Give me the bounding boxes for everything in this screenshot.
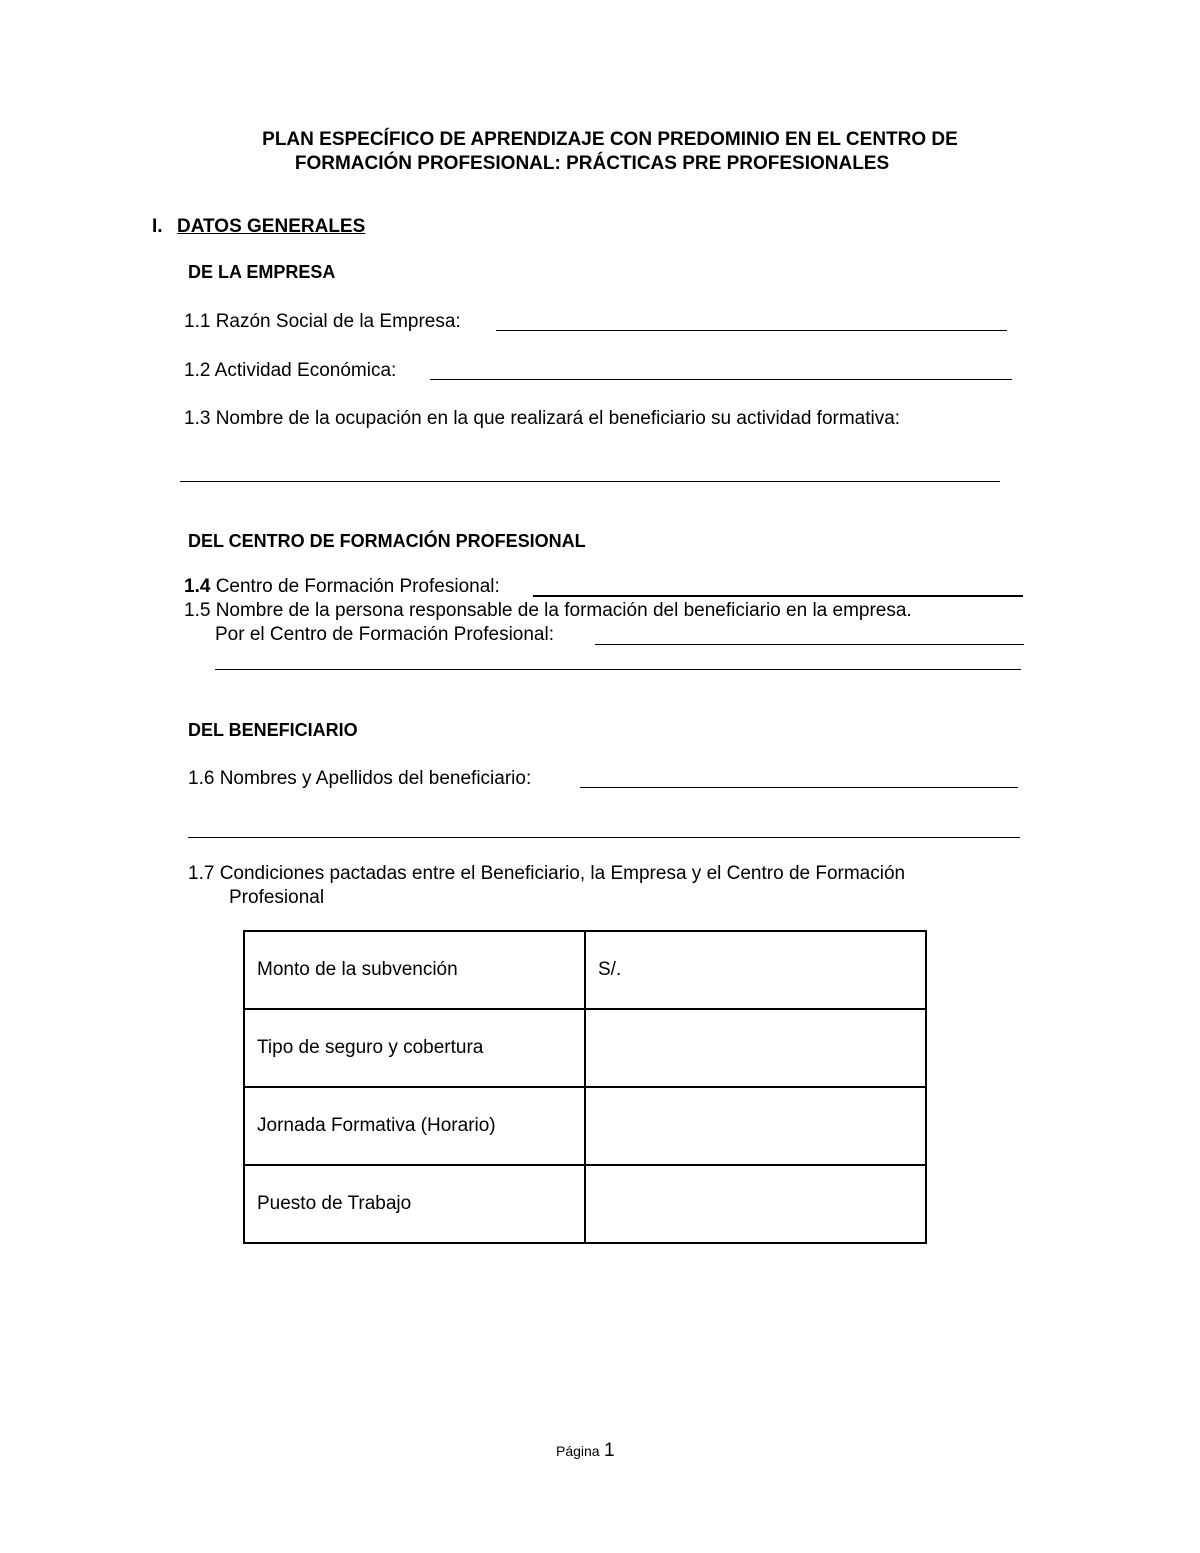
responsable-centro-field-line-2[interactable] [215, 669, 1021, 670]
table-row [244, 1087, 926, 1165]
centro-formacion-field-line[interactable] [533, 595, 1023, 597]
centro-formacion-label [184, 576, 500, 598]
centro-formacion-text: Centro de Formación Profesional: [210, 576, 500, 597]
centro-formacion-number: 1.4 [184, 576, 211, 597]
section-title: DATOS GENERALES [177, 216, 366, 237]
table-row [244, 931, 926, 1009]
table-cell-value[interactable]: S/. [585, 931, 926, 1009]
nombres-beneficiario-label: 1.6 Nombres y Apellidos del beneficiario: [188, 768, 532, 789]
table-row [244, 1165, 926, 1243]
actividad-economica-field-line[interactable] [430, 379, 1012, 380]
table-cell-value[interactable] [585, 1087, 926, 1165]
table-cell-label: Monto de la subvención [244, 931, 585, 1009]
razon-social-label: 1.1 Razón Social de la Empresa: [184, 311, 461, 332]
page-label: Página [556, 1443, 600, 1459]
actividad-economica-label: 1.2 Actividad Económica: [184, 360, 397, 381]
table-row [244, 1009, 926, 1087]
empresa-heading: DE LA EMPRESA [188, 262, 336, 282]
table-cell-label: Tipo de seguro y cobertura [244, 1009, 585, 1087]
table-cell-value[interactable] [585, 1009, 926, 1087]
table-cell-label: Puesto de Trabajo [244, 1165, 585, 1243]
table-cell-label: Jornada Formativa (Horario) [244, 1087, 585, 1165]
page-number: 1 [604, 1440, 615, 1461]
responsable-centro-label: Por el Centro de Formación Profesional: [215, 624, 554, 645]
nombres-beneficiario-field-line-2[interactable] [188, 837, 1020, 838]
section-number: I. [152, 216, 163, 237]
ocupacion-label: 1.3 Nombre de la ocupación en la que realizará el beneficiario su actividad formativa: [184, 408, 901, 429]
condiciones-label: 1.7 Condiciones pactadas entre el Beneficiario, la Empresa y el Centro de Formación [188, 863, 906, 884]
document-title-line-2: FORMACIÓN PROFESIONAL: PRÁCTICAS PRE PROFESIONALES [294, 153, 890, 174]
document-title-line-1: PLAN ESPECÍFICO DE APRENDIZAJE CON PREDOMINIO EN EL CENTRO DE [262, 129, 958, 150]
ocupacion-field-line[interactable] [180, 481, 1000, 482]
beneficiario-heading: DEL BENEFICIARIO [188, 720, 358, 740]
responsable-formacion-label: 1.5 Nombre de la persona responsable de la formación del beneficiario en la empresa. [184, 600, 912, 621]
page-footer [556, 1440, 615, 1462]
centro-heading: DEL CENTRO DE FORMACIÓN PROFESIONAL [188, 531, 586, 551]
responsable-centro-field-line[interactable] [595, 644, 1024, 645]
conditions-table [243, 930, 927, 1244]
nombres-beneficiario-field-line[interactable] [580, 787, 1018, 788]
condiciones-label-cont: Profesional [229, 887, 325, 908]
table-cell-value[interactable] [585, 1165, 926, 1243]
razon-social-field-line[interactable] [496, 330, 1007, 331]
